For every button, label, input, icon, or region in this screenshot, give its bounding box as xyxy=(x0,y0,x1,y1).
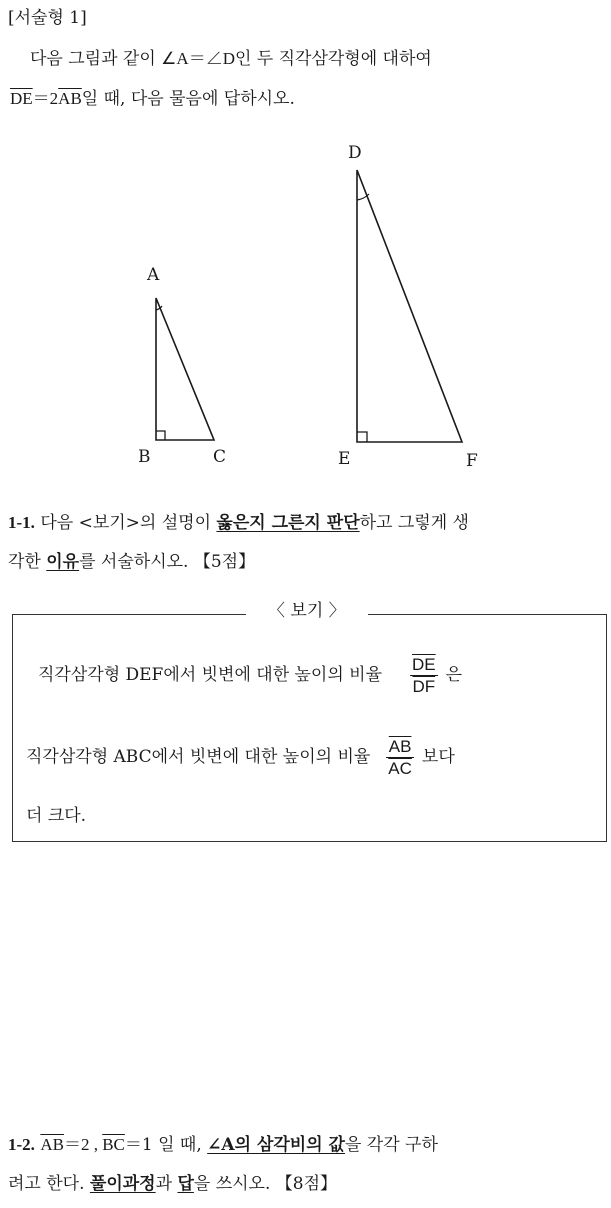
bogi-text: 보다 xyxy=(421,747,455,767)
underlined-phrase: 답 xyxy=(177,1174,194,1194)
vertex-label-e: E xyxy=(338,449,351,469)
fraction-denominator: DF xyxy=(412,677,436,696)
question-text: 과 xyxy=(155,1174,178,1194)
question-text: ＝1 일 때, xyxy=(124,1135,208,1155)
equals-two: ＝2 xyxy=(32,89,59,108)
segment-ab: $\overline{AB}$ xyxy=(58,89,82,108)
question-text: 려고 한다. xyxy=(8,1174,90,1194)
question-1-1-line-1 xyxy=(8,514,469,532)
bogi-text: 직각삼각형 DEF에서 빗변에 대한 높이의 비율 xyxy=(38,665,383,685)
intro-text: 일 때, 다음 물음에 답하시오. xyxy=(81,89,295,109)
bogi-line-2 xyxy=(26,738,455,777)
question-1-1-line-2 xyxy=(8,554,255,571)
fraction-ab-ac xyxy=(386,738,414,777)
triangle-def xyxy=(338,143,478,471)
vertex-label-c: C xyxy=(213,447,227,467)
question-1-2-line-1 xyxy=(8,1136,438,1154)
fraction-numerator: $\overline{DE}$ xyxy=(412,655,436,674)
question-1-2-line-2 xyxy=(8,1176,337,1193)
underlined-phrase: 이유 xyxy=(46,552,80,572)
triangle-abc-shape xyxy=(156,298,214,440)
right-angle-mark-b xyxy=(156,431,165,440)
intro-line-1 xyxy=(30,50,432,68)
bogi-line-1 xyxy=(38,656,462,695)
bogi-text: 직각삼각형 ABC에서 빗변에 대한 높이의 비율 xyxy=(26,747,371,767)
question-number: 1-1. xyxy=(8,513,35,532)
right-angle-mark-e xyxy=(357,432,367,442)
fraction-de-df xyxy=(410,656,438,695)
question-text: 를 서술하시오. 【5점】 xyxy=(79,552,256,572)
fraction-numerator: $\overline{AB}$ xyxy=(388,737,412,756)
question-text: 을 쓰시오. 【8점】 xyxy=(193,1174,338,1194)
question-number: 1-2. xyxy=(8,1135,35,1154)
triangles-figure xyxy=(0,130,611,480)
vertex-label-a: A xyxy=(147,265,160,285)
intro-text: 인 두 직각삼각형에 대하여 xyxy=(234,49,432,69)
vertex-label-b: B xyxy=(138,447,151,467)
bogi-line-3: 더 크다. xyxy=(26,806,87,826)
bogi-label: 〈 보기 〉 xyxy=(246,603,368,620)
vertex-label-d: D xyxy=(348,143,362,163)
underlined-phrase: 풀이과정 xyxy=(89,1174,156,1194)
intro-text: 다음 그림과 같이 xyxy=(30,49,162,69)
triangle-abc xyxy=(138,265,226,467)
bogi-box xyxy=(12,614,607,842)
question-text: 각한 xyxy=(8,552,47,572)
question-text: 을 각각 구하 xyxy=(344,1135,438,1155)
segment-ab: $\overline{AB}$ xyxy=(40,1135,64,1154)
triangle-def-shape xyxy=(357,170,462,442)
problem-header: [서술형 1] xyxy=(8,8,87,28)
intro-line-2 xyxy=(10,90,295,108)
vertex-label-f: F xyxy=(466,451,478,471)
segment-de: $\overline{DE}$ xyxy=(10,89,33,108)
angle-condition: ∠A＝∠D xyxy=(161,49,235,68)
underlined-phrase: ∠A의 삼각비의 값 xyxy=(207,1135,345,1155)
question-text: 다음 <보기>의 설명이 xyxy=(34,513,217,533)
question-text: 하고 그렇게 생 xyxy=(359,513,469,533)
underlined-phrase: 옳은지 그른지 판단 xyxy=(216,513,360,533)
equals-value: ＝2 , xyxy=(63,1135,103,1154)
fraction-denominator: AC xyxy=(388,759,412,778)
bogi-text: 은 xyxy=(445,665,463,685)
segment-bc: $\overline{BC}$ xyxy=(102,1135,125,1154)
